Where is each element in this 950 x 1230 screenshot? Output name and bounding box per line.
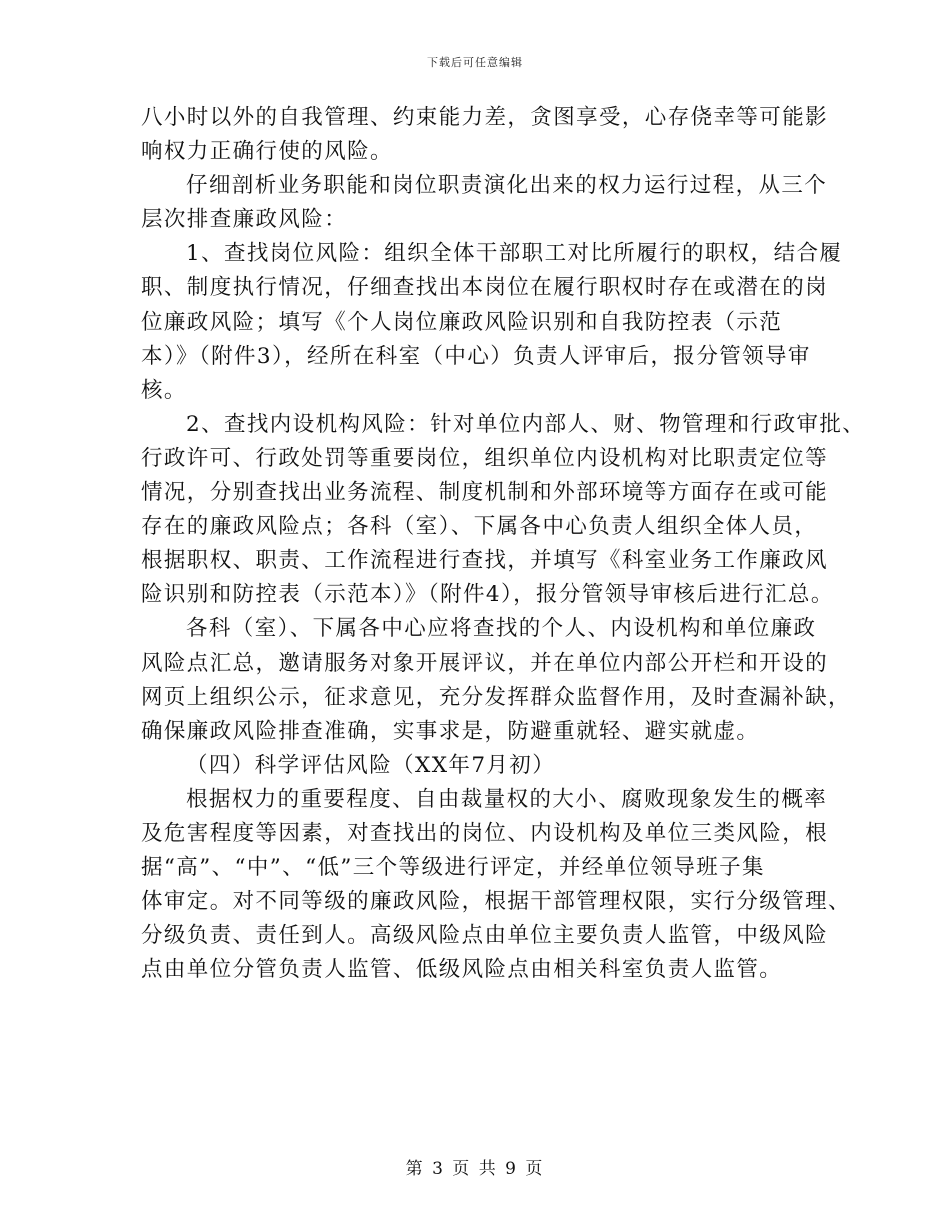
text-line: 1、查找岗位风险：组织全体干部职工对比所履行的职权，结合履 <box>186 241 843 267</box>
text-line: 体审定。对不同等级的廉政风险，根据干部管理权限，实行分级管理、 <box>141 889 851 915</box>
text-line: 点由单位分管负责人监管、低级风险点由相关科室负责人监管。 <box>141 957 783 983</box>
text-line: 险识别和防控表（示范本）》（附件4），报分管领导审核后进行汇总。 <box>141 582 834 608</box>
text-line: 各科（室）、下属各中心应将查找的个人、内设机构和单位廉政 <box>186 616 817 642</box>
text-line: 风险点汇总，邀请服务对象开展评议，并在单位内部公开栏和开设的 <box>141 650 829 676</box>
page-header-note: 下载后可任意编辑 <box>427 56 523 69</box>
text-line: 位廉政风险；填写《个人岗位廉政风险识别和自我防控表（示范 <box>141 309 783 335</box>
text-line: 响权力正确行使的风险。 <box>141 139 393 165</box>
text-line: 及危害程度等因素，对查找出的岗位、内设机构及单位三类风险，根 <box>141 820 829 846</box>
document-body <box>141 101 866 987</box>
text-line: 根据职权、职责、工作流程进行查找，并填写《科室业务工作廉政风 <box>141 548 829 574</box>
text-line: 确保廉政风险排查准确，实事求是，防避重就轻、避实就虚。 <box>141 718 760 744</box>
text-line: 根据权力的重要程度、自由裁量权的大小、腐败现象发生的概率 <box>186 786 828 812</box>
text-line: 仔细剖析业务职能和岗位职责演化出来的权力运行过程，从三个 <box>186 173 828 199</box>
text-line: 2、查找内设机构风险：针对单位内部人、财、物管理和行政审批、 <box>186 411 866 437</box>
text-line: 核。 <box>141 377 187 403</box>
text-line: 行政许可、行政处罚等重要岗位，组织单位内设机构对比职责定位等 <box>141 445 829 471</box>
text-line: 情况，分别查找出业务流程、制度机制和外部环境等方面存在或可能 <box>141 480 829 506</box>
text-line: 据“高”、“中”、“低”三个等级进行评定，并经单位领导班子集 <box>141 855 765 881</box>
text-line: （四）科学评估风险（XX年7月初） <box>186 752 556 778</box>
text-line: 网页上组织公示，征求意见，充分发挥群众监督作用，及时查漏补缺， <box>141 684 851 710</box>
text-line: 八小时以外的自我管理、约束能力差，贪图享受，心存侥幸等可能影 <box>141 105 829 130</box>
text-line: 分级负责、责任到人。高级风险点由单位主要负责人监管，中级风险 <box>141 923 829 949</box>
text-line: 本）》（附件3），经所在科室（中心）负责人评审后，报分管领导审 <box>141 343 811 369</box>
text-line: 层次排查廉政风险： <box>141 207 348 233</box>
text-line: 职、制度执行情况，仔细查找出本岗位在履行职权时存在或潜在的岗 <box>141 275 829 301</box>
text-line: 存在的廉政风险点；各科（室）、下属各中心负责人组织全体人员， <box>141 514 818 540</box>
page-number: 第 3 页 共 9 页 <box>405 1159 545 1179</box>
